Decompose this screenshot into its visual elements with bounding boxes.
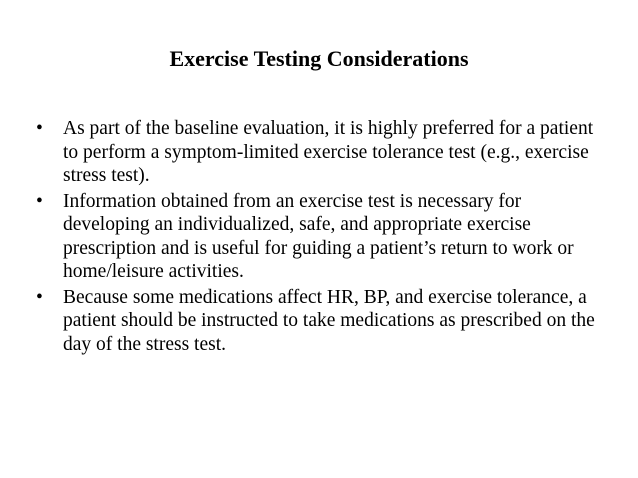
bullet-marker: • xyxy=(36,118,43,139)
bullet-text: Information obtained from an exercise test is necessary for developing an individualized, safe, and appropriate exercise prescription and is useful for guiding a patient’s return to work or home/leisure activities. xyxy=(63,190,574,282)
bullet-text: Because some medications affect HR, BP, and exercise tolerance, a patient should be instructed to take medications as prescribed on the day of the stress test. xyxy=(63,286,595,355)
bullet-item xyxy=(36,190,606,284)
bullet-list xyxy=(36,117,606,358)
slide-title: Exercise Testing Considerations xyxy=(169,46,469,71)
bullet-text: As part of the baseline evaluation, it is highly preferred for a patient to perform a symptom-limited exercise tolerance test (e.g., exercise stress test). xyxy=(63,118,594,186)
bullet-item xyxy=(36,117,606,188)
bullet-marker: • xyxy=(36,190,43,212)
bullet-item xyxy=(36,286,606,357)
bullet-marker: • xyxy=(36,286,43,308)
